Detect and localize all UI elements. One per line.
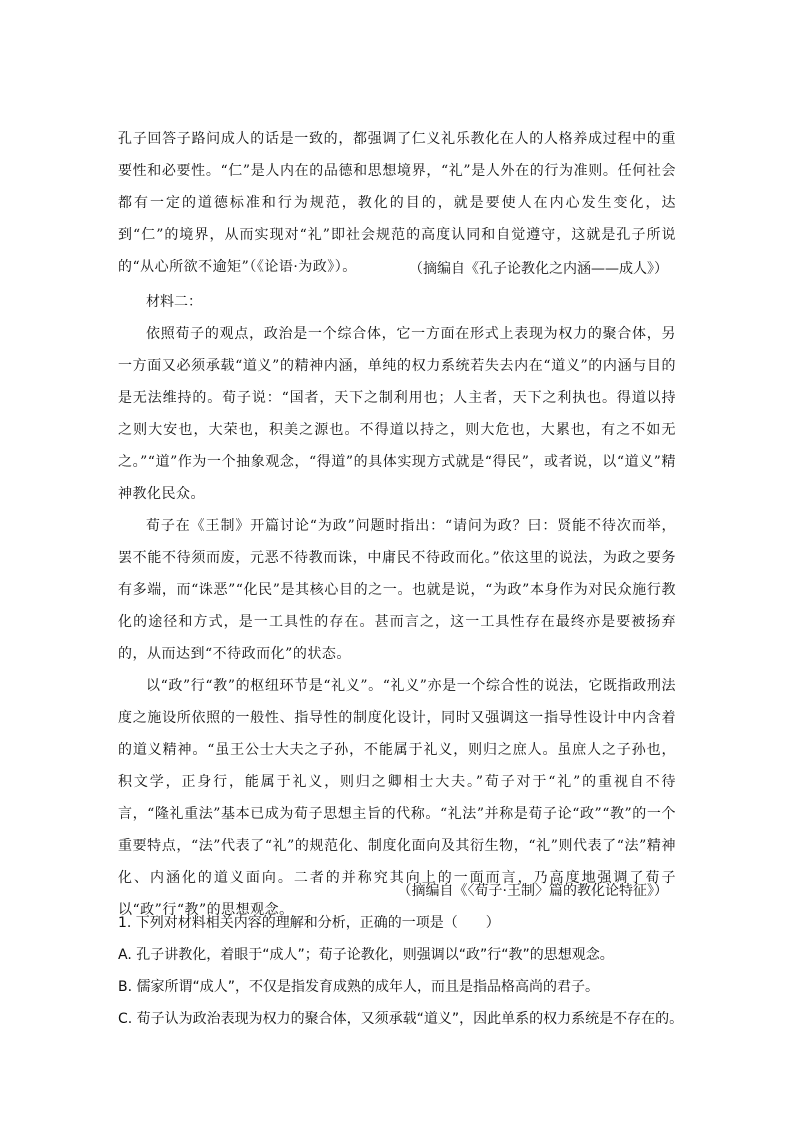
material2-heading: 材料二： — [146, 294, 202, 310]
material2-source: （摘编自《〈荀子·王制〉篇的教化论特征》） — [397, 883, 668, 899]
material2-paragraph-1: 依照荀子的观点，政治是一个综合体，它一方面在形式上表现为权力的聚合体，另一方面又必须承载“道义”的精神内涵，单纯的权力系统若失去内在“道义”的内涵与目的是无法维持的。荀子说：“国者，天下之制利用也；人主者，天下之利执也。得道以持之则大安也，大荣也，积美之源也。不得道以持之，则大危也，大累也，有之不如无之。”“道”作为一个抽象观念，“得道”的具体实现方式就是“得民”，或者说，以“道义”精神教化民众。 — [118, 326, 676, 502]
material2-paragraph-3: 以“政”行“教”的枢纽环节是“礼义”。“礼义”亦是一个综合性的说法，它既指政刑法度之施设所依照的一般性、指导性的制度化设计，同时又强调这一指导性设计中内含着的道义精神。“虽王公士大夫之子孙，不能属于礼义，则归之庶人。虽庶人之子孙也，积文学，正身行，能属于礼义，则归之卿相士大夫。”荀子对于“礼”的重视自不待言，“隆礼重法”基本已成为荀子思想主旨的代称。“礼法”并称是荀子论“政”“教”的一个重要特点，“法”代表了“礼”的规范化、制度化面向及其衍生物，“礼”则代表了“法”精神化、内涵化的道义面向。二者的并称究其向上的一面而言，乃高度地强调了荀子以“政”行“教”的思想观念。 — [118, 678, 676, 918]
question-1-option-c: C. 荀子认为政治表现为权力的聚合体，又须承载“道义”，因此单系的权力系统是不存在的。 — [118, 1011, 684, 1027]
material1-source: （摘编自《孔子论教化之内涵——成人》） — [409, 261, 668, 277]
material2-paragraph-2: 荀子在《王制》开篇讨论“为政”问题时指出：“请问为政？曰：贤能不待次而举，罢不能不待须而废，元恶不待教而诛，中庸民不待政而化。”依这里的说法，为政之要务有多端，而“诛恶”“化民”是其核心目的之一。也就是说，“为政”本身作为对民众施行教化的途径和方式，是一工具性的存在。甚而言之，这一工具性存在最终亦是要被扬弃的，从而达到“不待政而化”的状态。 — [118, 518, 676, 662]
material1-paragraph-text: 孔子回答子路问成人的话是一致的，都强调了仁义礼乐教化在人的人格养成过程中的重要性和必要性。“仁”是人内在的品德和思想境界，“礼”是人外在的行为准则。任何社会都有一定的道德标准和行为规范，教化的目的，就是要使人在内心发生变化，达到“仁”的境界，从而实现对“礼”即社会规范的高度认同和自觉遵守，这就是孔子所说的“从心所欲不逾矩”（《论语·为政》）。 — [118, 131, 676, 275]
question-1-option-a: A. 孔子讲教化，着眼于“成人”；荀子论教化，则强调以“政”行“教”的思想观念。 — [118, 947, 614, 963]
question-1-option-b: B. 儒家所谓“成人”，不仅是指发育成熟的成年人，而且是指品格高尚的君子。 — [118, 979, 600, 995]
question-1-stem: 1. 下列对材料相关内容的理解和分析，正确的一项是（ ） — [118, 915, 500, 931]
material2-body — [118, 318, 676, 926]
